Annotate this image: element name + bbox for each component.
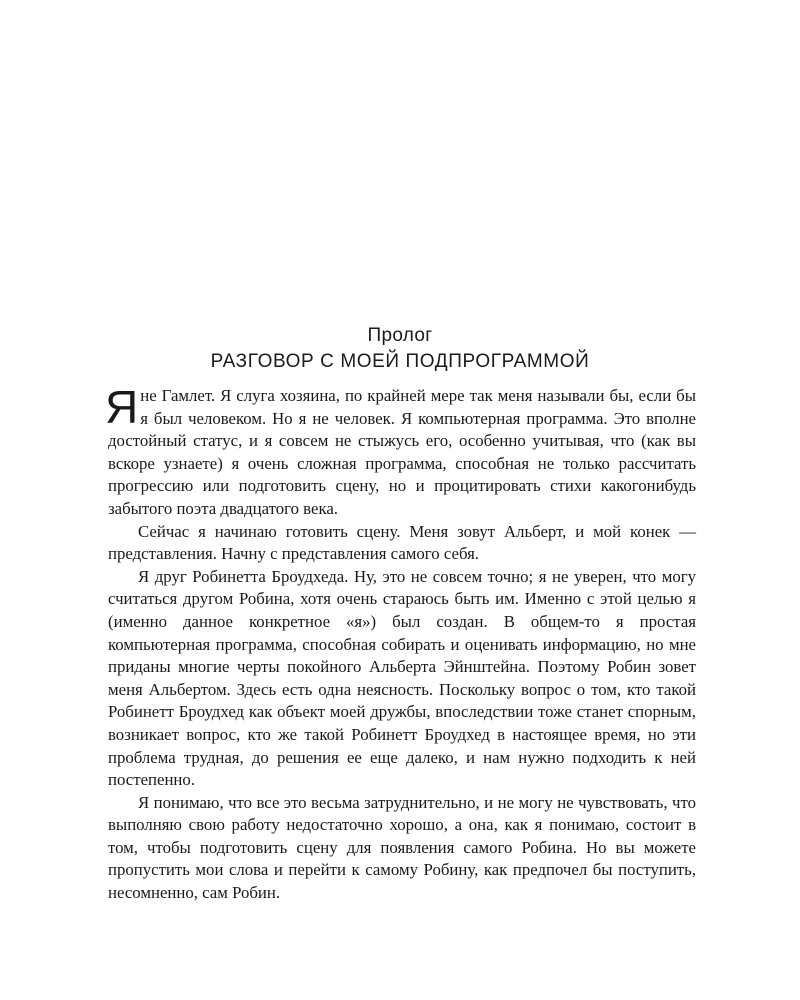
chapter-title: РАЗГОВОР С МОЕЙ ПОДПРОГРАММОЙ — [210, 351, 590, 372]
paragraph-1-text: не Гамлет. Я слуга хозяина, по крайней мере так меня называли бы, если бы я был человеком. Но я не человек. Я компьютерная программа. Это вполне достойный статус, и я совсем не стыжусь его, особенно учитывая, что (как вы вскоре узнаете) я очень сложная программа, способная не только рассчитать прогрессию или подготовить сцену, но и процитировать стихи какогонибудь забытого поэта двадцатого века. — [108, 386, 696, 518]
chapter-label: Пролог — [367, 325, 433, 346]
paragraph-3: Я друг Робинетта Броудхеда. Ну, это не совсем точно; я не уверен, что могу считаться другом Робина, хотя очень стараюсь быть им. Именно с этой целью я (именно данное конкретное «я») был создан. В общем-то я простая компьютерная программа, способная собирать и оценивать информацию, но мне приданы многие черты покойного Альберта Эйнштейна. Поэтому Робин зовет меня Альбертом. Здесь есть одна неясность. Поскольку вопрос о том, кто такой Робинетт Броудхед как объект моей дружбы, впоследствии тоже станет спорным, возникает вопрос, кто же такой Робинетт Броудхед в настоящее время, но эти проблема трудная, до решения ее еще далеко, и нам нужно подходить к ней постепенно. — [108, 566, 696, 790]
drop-cap: Я — [105, 381, 139, 433]
paragraph-2: Сейчас я начинаю готовить сцену. Меня зовут Альберт, и мой конек — представления. Начну с представления самого себя. — [108, 521, 696, 564]
paragraph-1 — [105, 381, 696, 521]
paragraph-4: Я понимаю, что все это весьма затруднительно, и не могу не чувствовать, что выполняю свою работу недостаточно хорошо, а она, как я понимаю, состоит в том, чтобы подготовить сцену для появления самого Робина. Но вы можете пропустить мои слова и перейти к самому Робину, как предпочел бы поступить, несомненно, сам Робин. — [108, 792, 696, 903]
body-text — [105, 381, 696, 905]
